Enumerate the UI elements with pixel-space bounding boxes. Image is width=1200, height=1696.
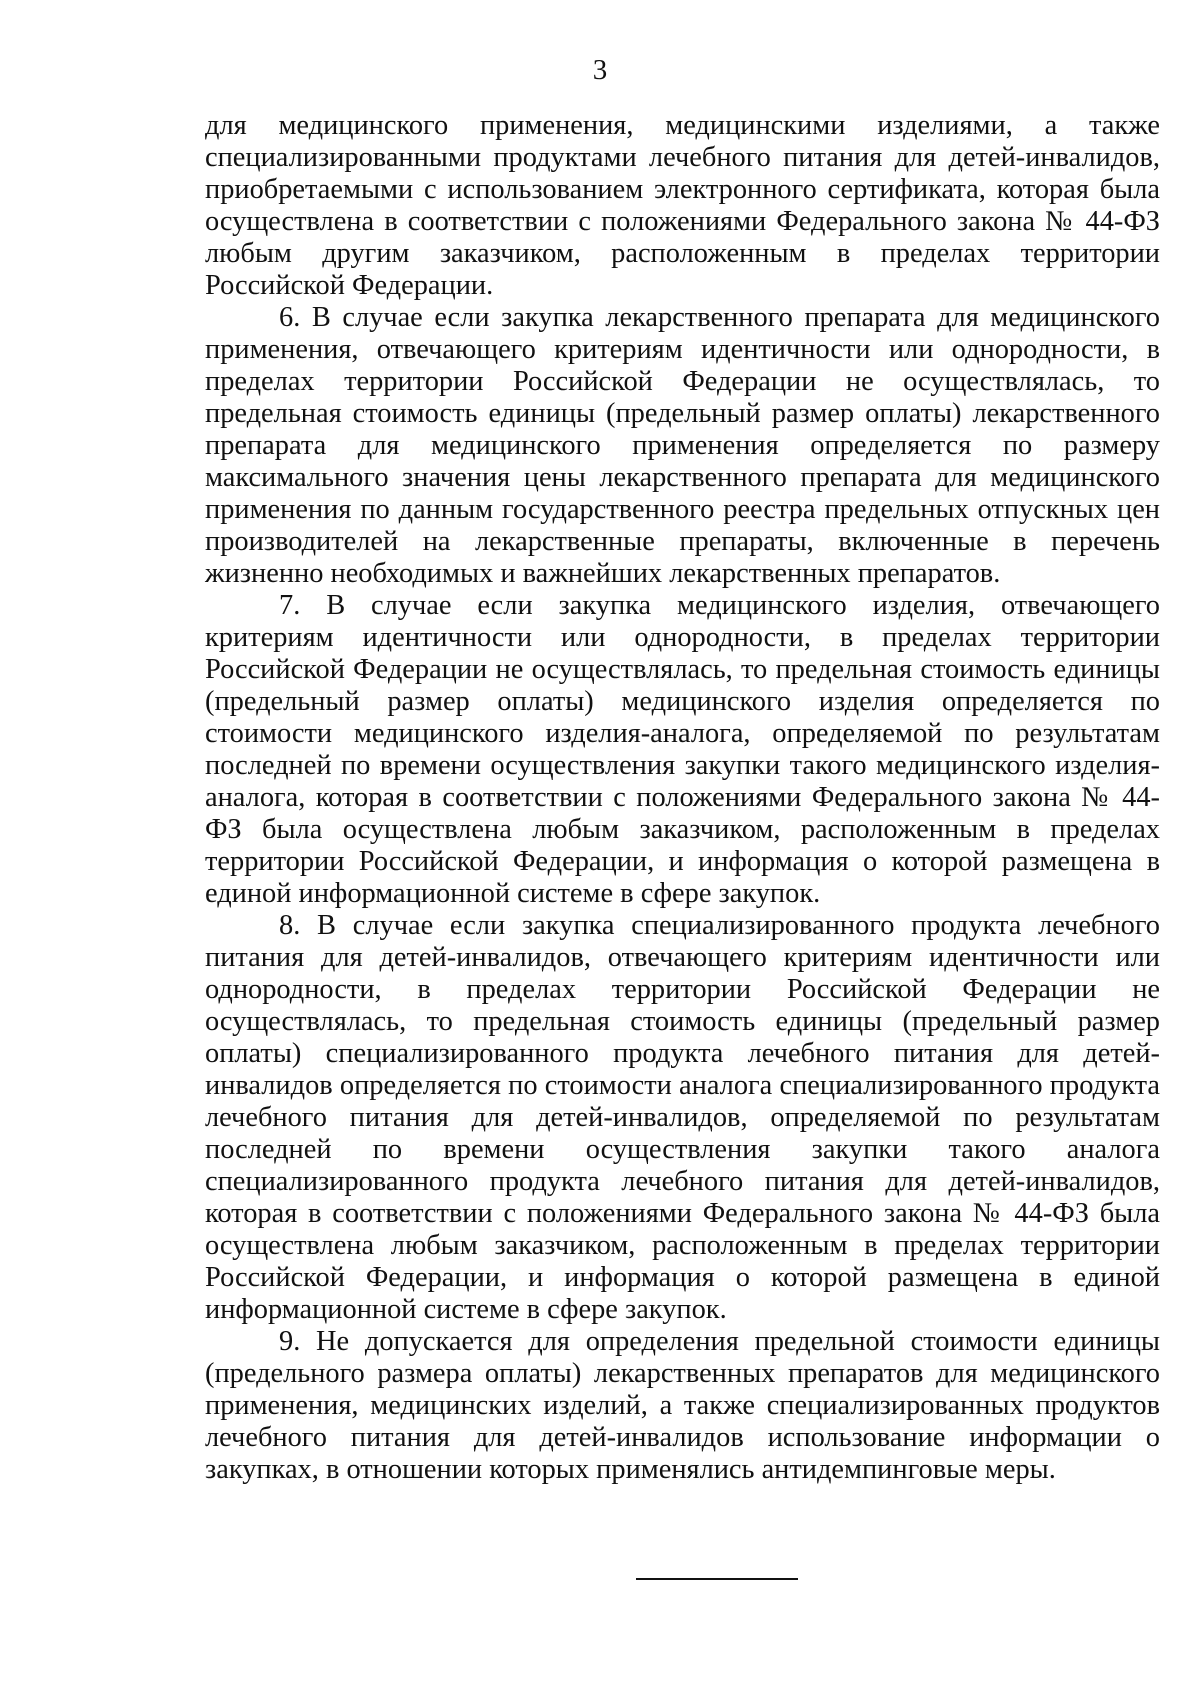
paragraph-continuation: для медицинского применения, медицинскими изделиями, а также специализированными продуктами лечебного питания для детей-инвалидов, приобретаемыми с использованием электронного сертификата, которая была осуществлена в соответствии с положениями Федерального закона № 44-ФЗ любым другим заказчиком, расположенным в пределах территории Российской Федерации. [205, 110, 1160, 301]
page-number: 3 [592, 54, 608, 86]
paragraph-item-7: 7. В случае если закупка медицинского изделия, отвечающего критериям идентичности или однородности, в пределах территории Российской Федерации не осуществлялась, то предельная стоимость единицы (предельный размер оплаты) медицинского изделия определяется по стоимости медицинского изделия-аналога, определяемой по результатам последней по времени осуществления закупки такого медицинского изделия-аналога, которая в соответствии с положениями Федерального закона № 44-ФЗ была осуществлена любым заказчиком, расположенным в пределах территории Российской Федерации, и информация о которой размещена в единой информационной системе в сфере закупок. [205, 590, 1160, 909]
document-body [205, 110, 1160, 1486]
paragraph-item-8: 8. В случае если закупка специализированного продукта лечебного питания для детей-инвалидов, отвечающего критериям идентичности или однородности, в пределах территории Российской Федерации не осуществлялась, то предельная стоимость единицы (предельный размер оплаты) специализированного продукта лечебного питания для детей-инвалидов определяется по стоимости аналога специализированного продукта лечебного питания для детей-инвалидов, определяемой по результатам последней по времени осуществления закупки такого аналога специализированного продукта лечебного питания для детей-инвалидов, которая в соответствии с положениями Федерального закона № 44-ФЗ была осуществлена любым заказчиком, расположенным в пределах территории Российской Федерации, и информация о которой размещена в единой информационной системе в сфере закупок. [205, 910, 1160, 1325]
end-of-document-rule [636, 1578, 798, 1580]
paragraph-item-9: 9. Не допускается для определения предельной стоимости единицы (предельного размера оплаты) лекарственных препаратов для медицинского применения, медицинских изделий, а также специализированных продуктов лечебного питания для детей-инвалидов использование информации о закупках, в отношении которых применялись антидемпинговые меры. [205, 1326, 1160, 1485]
paragraph-item-6: 6. В случае если закупка лекарственного препарата для медицинского применения, отвечающего критериям идентичности или однородности, в пределах территории Российской Федерации не осуществлялась, то предельная стоимость единицы (предельный размер оплаты) лекарственного препарата для медицинского применения определяется по размеру максимального значения цены лекарственного препарата для медицинского применения по данным государственного реестра предельных отпускных цен производителей на лекарственные препараты, включенные в перечень жизненно необходимых и важнейших лекарственных препаратов. [205, 302, 1160, 589]
